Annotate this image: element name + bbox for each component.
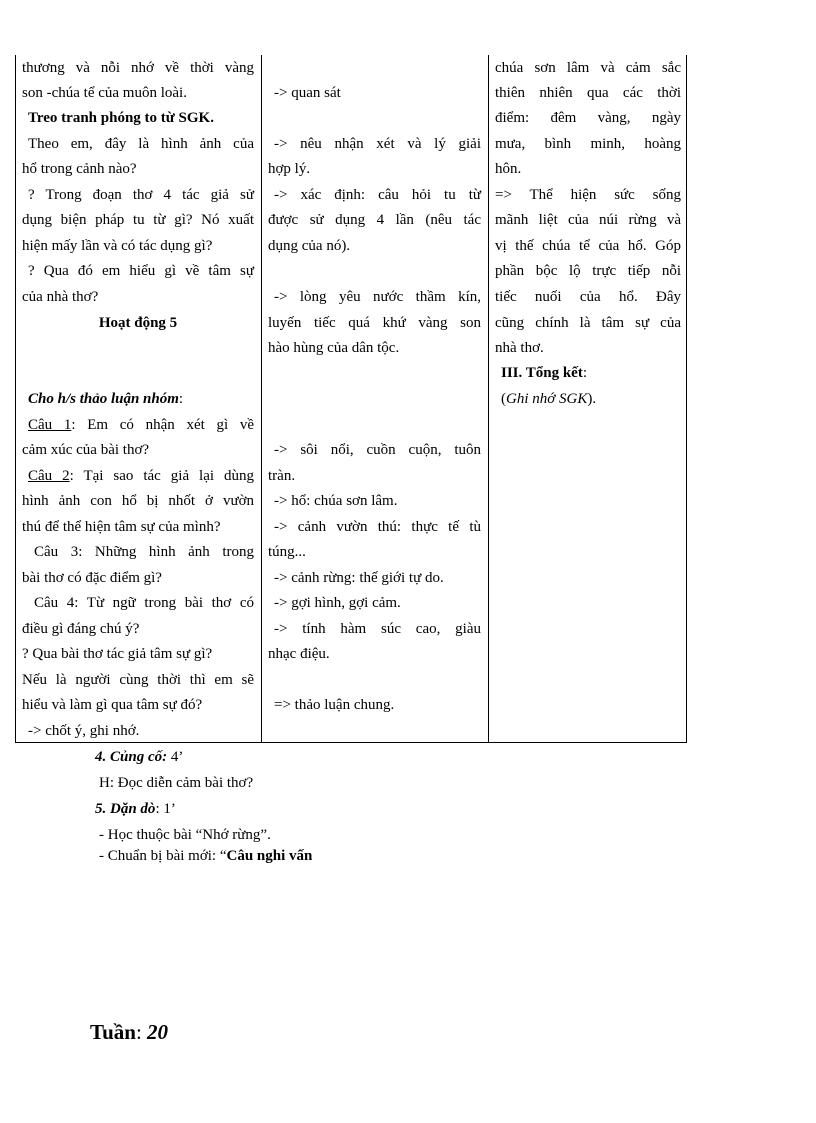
answer-line: -> gợi hình, gợi cảm. xyxy=(274,595,401,611)
summary-heading: III. Tổng kết: xyxy=(501,365,588,381)
question-line: Câu 2: Tại sao tác giả lại dùng xyxy=(28,468,254,484)
content-line: nhà thơ. xyxy=(495,340,544,356)
question-line: hổ trong cảnh nào? xyxy=(22,161,137,177)
text-line: thương và nỗi nhớ về thời vàng xyxy=(22,60,254,76)
question-line: ? Trong đoạn thơ 4 tác giả sử xyxy=(28,187,254,203)
activity-heading: Hoạt động 5 xyxy=(98,315,178,331)
answer-line: -> xác định: câu hỏi tu từ xyxy=(274,187,481,203)
content-line: cũng chính là tâm sự của xyxy=(495,315,681,331)
question-line: hình ảnh con hổ bị nhốt ở vườn xyxy=(22,493,254,509)
question-line: điều gì đáng chú ý? xyxy=(22,621,140,637)
group-discussion-heading: Cho h/s thảo luận nhóm: xyxy=(28,391,184,407)
answer-line: được sử dụng 4 lần (nêu tác xyxy=(268,212,481,228)
content-line: mưa, bình minh, hoàng xyxy=(495,136,681,152)
content-line: chúa sơn lâm và cảm sắc xyxy=(495,60,681,76)
answer-line: tràn. xyxy=(268,468,296,484)
lesson-table xyxy=(15,55,687,743)
content-line: vị thế chúa tể của hổ. Góp xyxy=(495,238,681,254)
question-line: dụng biện pháp tu từ gì? Nó xuất xyxy=(22,212,254,228)
homework-heading: 5. Dặn dò: 1’ xyxy=(95,801,176,817)
answer-line: -> cảnh vườn thú: thực tế tù xyxy=(274,519,481,535)
content-line: => Thể hiện sức sống xyxy=(495,187,681,203)
question-line: Câu 4: Từ ngữ trong bài thơ có xyxy=(34,595,254,611)
answer-line: => thảo luận chung. xyxy=(274,697,395,713)
content-line: tiếc nuối của hổ. Đây xyxy=(495,289,681,305)
content-line: mãnh liệt của núi rừng và xyxy=(495,212,681,228)
question-line: hiện mấy lần và có tác dụng gì? xyxy=(22,238,213,254)
answer-line: -> lòng yêu nước thầm kín, xyxy=(274,289,481,305)
homework-item: - Chuẩn bị bài mới: “Câu nghi vấn xyxy=(99,848,313,864)
question-line: Câu 3: Những hình ảnh trong xyxy=(34,544,254,560)
column-divider xyxy=(261,55,262,742)
answer-line: hào hùng của dân tộc. xyxy=(268,340,400,356)
answer-line: hợp lý. xyxy=(268,161,311,177)
consolidation-task: H: Đọc diễn cảm bài thơ? xyxy=(99,775,254,791)
consolidation-heading: 4. Củng cố: 4’ xyxy=(95,749,184,765)
content-line: phần bộc lộ trực tiếp nỗi xyxy=(495,263,681,279)
text-line: -> chốt ý, ghi nhớ. xyxy=(28,723,140,739)
answer-line: -> quan sát xyxy=(274,85,341,101)
answer-line: túng... xyxy=(268,544,306,560)
question-line: ? Qua đó em hiểu gì về tâm sự xyxy=(28,263,254,279)
text-line: son -chúa tể của muôn loài. xyxy=(22,85,187,101)
answer-line: dụng của nó). xyxy=(268,238,351,254)
answer-line: luyến tiếc quá khứ vàng son xyxy=(268,315,481,331)
summary-note: (Ghi nhớ SGK). xyxy=(501,391,597,407)
question-line: của nhà thơ? xyxy=(22,289,99,305)
answer-line: -> tính hàm súc cao, giàu xyxy=(274,621,481,637)
question-line: bài thơ có đặc điểm gì? xyxy=(22,570,162,586)
question-line: thú để thể hiện tâm sự của mình? xyxy=(22,519,221,535)
content-line: hôn. xyxy=(495,161,522,177)
question-line: Câu 1: Em có nhận xét gì về xyxy=(28,417,254,433)
content-line: thiên nhiên qua các thời xyxy=(495,85,681,101)
answer-line: -> cảnh rừng: thế giới tự do. xyxy=(274,570,444,586)
question-line: Nếu là người cùng thời thì em sẽ xyxy=(22,672,254,688)
answer-line: -> hổ: chúa sơn lâm. xyxy=(274,493,398,509)
question-line: ? Qua bài thơ tác giả tâm sự gì? xyxy=(22,646,213,662)
column-divider xyxy=(488,55,489,742)
answer-line: -> nêu nhận xét và lý giải xyxy=(274,136,481,152)
week-label: Tuần: 20 xyxy=(90,1020,169,1044)
question-line: Theo em, đây là hình ảnh của xyxy=(28,136,254,152)
content-line: điểm: đêm vàng, ngày xyxy=(495,110,681,126)
answer-line: nhạc điệu. xyxy=(268,646,330,662)
answer-line: -> sôi nổi, cuồn cuộn, tuôn xyxy=(274,442,481,458)
question-line: cảm xúc của bài thơ? xyxy=(22,442,150,458)
question-line: hiểu và làm gì qua tâm sự đó? xyxy=(22,697,203,713)
step-heading: Treo tranh phóng to từ SGK. xyxy=(28,110,214,126)
homework-item: - Học thuộc bài “Nhớ rừng”. xyxy=(99,827,271,843)
